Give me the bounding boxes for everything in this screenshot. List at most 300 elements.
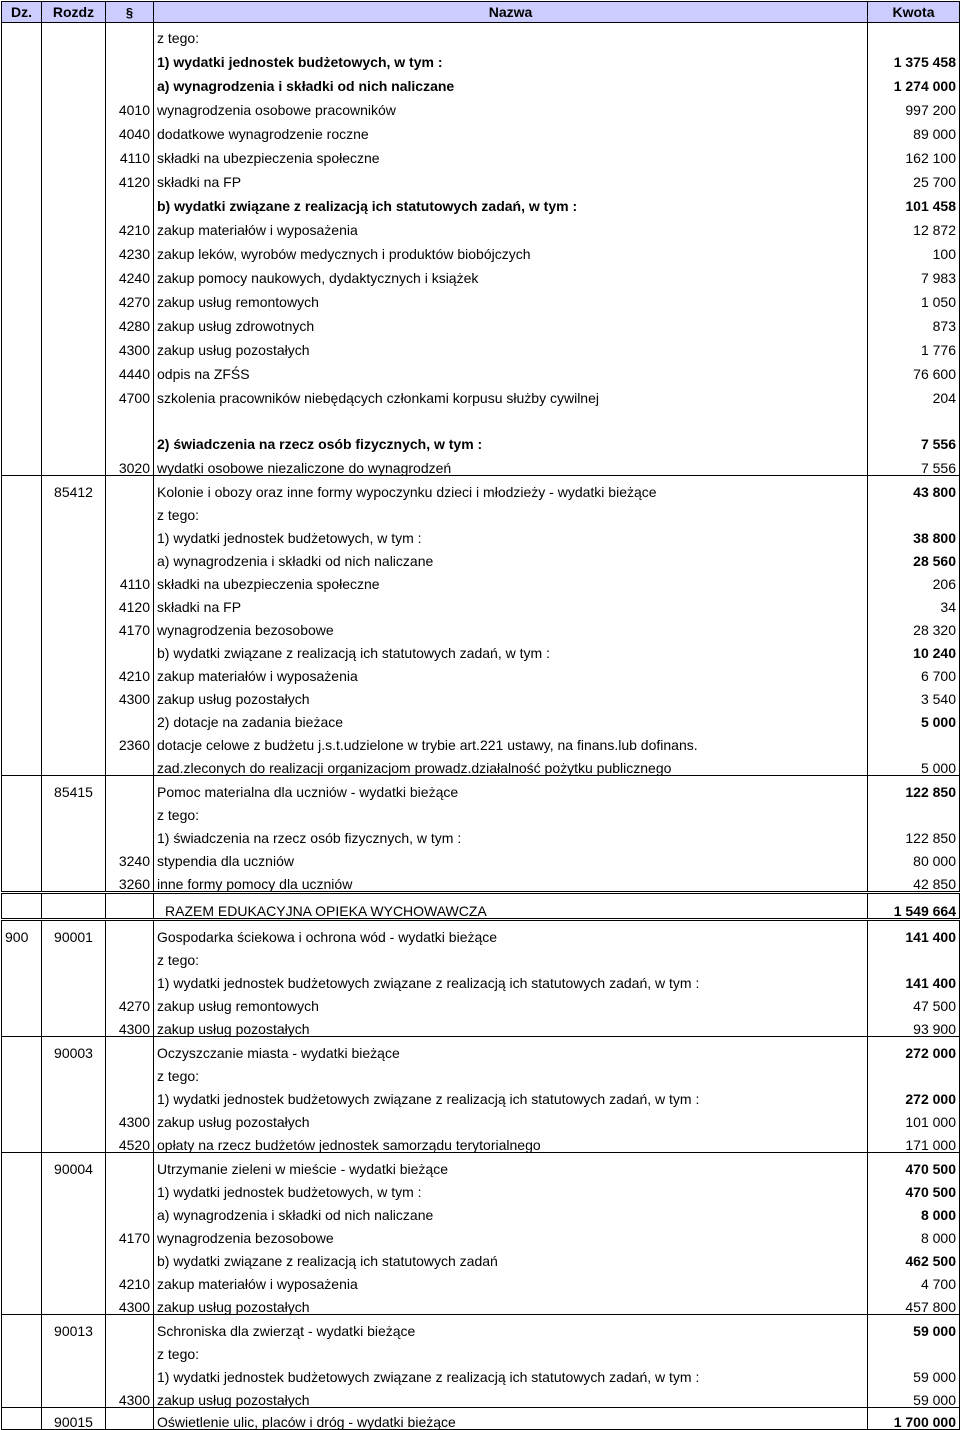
row-dz-cell: [2, 752, 42, 776]
row-amount-cell: 122 850: [868, 822, 960, 845]
row-paragraph-cell: 3240: [106, 845, 154, 868]
row-rozdz-cell: [42, 427, 106, 451]
row-name-cell: RAZEM EDUKACYJNA OPIEKA WYCHOWAWCZA: [154, 893, 868, 920]
row-amount-cell: [868, 944, 960, 967]
row-name-cell: 1) wydatki jednostek budżetowych związane z realizacją ich statutowych zadań, w tym :: [154, 1083, 868, 1106]
row-amount-cell: 38 800: [868, 522, 960, 545]
row-rozdz-cell: [42, 451, 106, 476]
row-name-cell: 2) dotacje na zadania bieżace: [154, 706, 868, 729]
row-paragraph-cell: 4270: [106, 285, 154, 309]
row-dz-cell: [2, 845, 42, 868]
row-paragraph-cell: 4300: [106, 1106, 154, 1129]
row-paragraph-cell: [106, 1176, 154, 1199]
table-row: [2, 1013, 960, 1037]
row-paragraph-cell: 4170: [106, 1222, 154, 1245]
row-paragraph-cell: [106, 189, 154, 213]
table-row: [2, 614, 960, 637]
row-dz-cell: [2, 706, 42, 729]
row-amount-cell: 34: [868, 591, 960, 614]
row-amount-cell: 59 000: [868, 1315, 960, 1339]
row-dz-cell: [2, 1268, 42, 1291]
row-rozdz-cell: [42, 405, 106, 427]
row-amount-cell: [868, 1060, 960, 1083]
row-dz-cell: [2, 309, 42, 333]
table-row: [2, 1222, 960, 1245]
header-rozdz: Rozdz: [42, 2, 106, 23]
row-dz-cell: [2, 967, 42, 990]
row-name-cell: z tego:: [154, 499, 868, 522]
row-name-cell: zakup pomocy naukowych, dydaktycznych i książek: [154, 261, 868, 285]
budget-expense-table: [1, 1, 960, 1430]
row-amount-cell: 141 400: [868, 967, 960, 990]
row-rozdz-cell: [42, 660, 106, 683]
row-paragraph-cell: 2360: [106, 729, 154, 752]
row-amount-cell: 204: [868, 381, 960, 405]
row-dz-cell: [2, 1384, 42, 1408]
row-dz-cell: [2, 189, 42, 213]
row-paragraph-cell: [106, 405, 154, 427]
row-paragraph-cell: [106, 776, 154, 800]
row-name-cell: a) wynagrodzenia i składki od nich naliczane: [154, 69, 868, 93]
table-row: [2, 237, 960, 261]
row-name-cell: 1) wydatki jednostek budżetowych, w tym :: [154, 45, 868, 69]
row-rozdz-cell: 90001: [42, 920, 106, 945]
row-name-cell: zakup usług remontowych: [154, 990, 868, 1013]
row-rozdz-cell: [42, 545, 106, 568]
row-name-cell: 1) wydatki jednostek budżetowych, w tym :: [154, 1176, 868, 1199]
row-rozdz-cell: [42, 1083, 106, 1106]
table-row: [2, 261, 960, 285]
row-rozdz-cell: 85415: [42, 776, 106, 800]
row-dz-cell: [2, 405, 42, 427]
budget-expense-table-sheet: [1, 1, 959, 1430]
row-rozdz-cell: [42, 1013, 106, 1037]
table-row: [2, 1315, 960, 1339]
table-row: [2, 1176, 960, 1199]
row-name-cell: [154, 405, 868, 427]
row-name-cell: zakup usług pozostałych: [154, 1106, 868, 1129]
row-paragraph-cell: [106, 522, 154, 545]
row-name-cell: wynagrodzenia bezosobowe: [154, 614, 868, 637]
row-rozdz-cell: 90004: [42, 1153, 106, 1177]
row-rozdz-cell: [42, 944, 106, 967]
row-amount-cell: 8 000: [868, 1199, 960, 1222]
row-dz-cell: [2, 944, 42, 967]
row-rozdz-cell: [42, 1129, 106, 1153]
row-paragraph-cell: [106, 1245, 154, 1268]
row-amount-cell: 43 800: [868, 476, 960, 500]
row-rozdz-cell: [42, 45, 106, 69]
row-name-cell: Utrzymanie zieleni w mieście - wydatki bieżące: [154, 1153, 868, 1177]
row-rozdz-cell: [42, 990, 106, 1013]
row-amount-cell: 206: [868, 568, 960, 591]
row-name-cell: Oczyszczanie miasta - wydatki bieżące: [154, 1037, 868, 1061]
row-dz-cell: [2, 1060, 42, 1083]
table-row: [2, 568, 960, 591]
row-name-cell: składki na FP: [154, 165, 868, 189]
table-row: [2, 427, 960, 451]
row-name-cell: zakup leków, wyrobów medycznych i produktów biobójczych: [154, 237, 868, 261]
row-amount-cell: 25 700: [868, 165, 960, 189]
row-name-cell: opłaty na rzecz budżetów jednostek samorządu terytorialnego: [154, 1129, 868, 1153]
row-name-cell: składki na FP: [154, 591, 868, 614]
row-paragraph-cell: [106, 45, 154, 69]
row-dz-cell: [2, 893, 42, 920]
row-amount-cell: 93 900: [868, 1013, 960, 1037]
row-rozdz-cell: [42, 117, 106, 141]
table-row: [2, 333, 960, 357]
table-header: [2, 2, 960, 23]
row-name-cell: zakup usług remontowych: [154, 285, 868, 309]
row-paragraph-cell: 4300: [106, 333, 154, 357]
row-paragraph-cell: [106, 893, 154, 920]
row-paragraph-cell: 4280: [106, 309, 154, 333]
row-paragraph-cell: [106, 499, 154, 522]
row-amount-cell: 59 000: [868, 1384, 960, 1408]
row-paragraph-cell: 4270: [106, 990, 154, 1013]
row-paragraph-cell: 4300: [106, 683, 154, 706]
table-row: [2, 822, 960, 845]
row-dz-cell: [2, 357, 42, 381]
row-dz-cell: [2, 614, 42, 637]
row-dz-cell: [2, 69, 42, 93]
row-amount-cell: 7 556: [868, 451, 960, 476]
row-name-cell: wynagrodzenia bezosobowe: [154, 1222, 868, 1245]
row-dz-cell: [2, 1222, 42, 1245]
row-paragraph-cell: 4120: [106, 165, 154, 189]
header-row: [2, 2, 960, 23]
row-dz-cell: [2, 522, 42, 545]
row-dz-cell: [2, 285, 42, 309]
row-rozdz-cell: [42, 381, 106, 405]
table-row: [2, 1268, 960, 1291]
row-rozdz-cell: [42, 69, 106, 93]
row-amount-cell: 272 000: [868, 1083, 960, 1106]
header-dz: Dz.: [2, 2, 42, 23]
row-amount-cell: 5 000: [868, 706, 960, 729]
table-row: [2, 1199, 960, 1222]
row-amount-cell: 122 850: [868, 776, 960, 800]
table-row: [2, 637, 960, 660]
row-amount-cell: 59 000: [868, 1361, 960, 1384]
row-amount-cell: 171 000: [868, 1129, 960, 1153]
row-name-cell: dotacje celowe z budżetu j.s.t.udzielone w trybie art.221 ustawy, na finans.lub dofinans.: [154, 729, 868, 752]
row-dz-cell: [2, 1245, 42, 1268]
table-row: [2, 729, 960, 752]
row-rozdz-cell: [42, 683, 106, 706]
row-amount-cell: 470 500: [868, 1176, 960, 1199]
row-rozdz-cell: [42, 237, 106, 261]
row-name-cell: a) wynagrodzenia i składki od nich naliczane: [154, 1199, 868, 1222]
row-rozdz-cell: [42, 1199, 106, 1222]
table-row: [2, 309, 960, 333]
row-rozdz-cell: [42, 1060, 106, 1083]
row-dz-cell: [2, 799, 42, 822]
table-row: [2, 141, 960, 165]
table-row: [2, 189, 960, 213]
row-rozdz-cell: 90015: [42, 1408, 106, 1430]
row-rozdz-cell: [42, 141, 106, 165]
row-name-cell: zakup usług zdrowotnych: [154, 309, 868, 333]
row-paragraph-cell: [106, 706, 154, 729]
row-amount-cell: 47 500: [868, 990, 960, 1013]
row-amount-cell: 1 375 458: [868, 45, 960, 69]
row-amount-cell: 1 776: [868, 333, 960, 357]
row-name-cell: wydatki osobowe niezaliczone do wynagrodzeń: [154, 451, 868, 476]
row-rozdz-cell: [42, 499, 106, 522]
table-row: [2, 990, 960, 1013]
row-paragraph-cell: [106, 637, 154, 660]
row-paragraph-cell: 4210: [106, 213, 154, 237]
row-amount-cell: 1 700 000: [868, 1408, 960, 1430]
row-name-cell: zakup materiałów i wyposażenia: [154, 213, 868, 237]
row-amount-cell: 8 000: [868, 1222, 960, 1245]
table-row: [2, 69, 960, 93]
row-rozdz-cell: [42, 591, 106, 614]
row-name-cell: z tego:: [154, 1060, 868, 1083]
table-row: [2, 1384, 960, 1408]
table-row: [2, 23, 960, 46]
table-row: [2, 920, 960, 945]
row-amount-cell: [868, 799, 960, 822]
row-paragraph-cell: [106, 545, 154, 568]
row-paragraph-cell: [106, 967, 154, 990]
row-dz-cell: [2, 381, 42, 405]
row-dz-cell: [2, 1361, 42, 1384]
row-rozdz-cell: [42, 1245, 106, 1268]
row-rozdz-cell: [42, 1222, 106, 1245]
table-row: [2, 499, 960, 522]
row-rozdz-cell: 85412: [42, 476, 106, 500]
row-dz-cell: 900: [2, 920, 42, 945]
row-rozdz-cell: [42, 261, 106, 285]
row-rozdz-cell: [42, 1268, 106, 1291]
table-row: [2, 591, 960, 614]
row-paragraph-cell: 4300: [106, 1013, 154, 1037]
row-name-cell: 1) wydatki jednostek budżetowych związane z realizacją ich statutowych zadań, w tym :: [154, 1361, 868, 1384]
row-rozdz-cell: [42, 568, 106, 591]
row-amount-cell: 873: [868, 309, 960, 333]
row-paragraph-cell: 4210: [106, 660, 154, 683]
row-amount-cell: 76 600: [868, 357, 960, 381]
row-name-cell: b) wydatki związane z realizacją ich statutowych zadań, w tym :: [154, 189, 868, 213]
row-dz-cell: [2, 261, 42, 285]
row-dz-cell: [2, 729, 42, 752]
table-row: [2, 165, 960, 189]
table-row: [2, 476, 960, 500]
row-rozdz-cell: [42, 165, 106, 189]
header-kwota: Kwota: [868, 2, 960, 23]
row-dz-cell: [2, 1129, 42, 1153]
row-paragraph-cell: 4230: [106, 237, 154, 261]
table-row: [2, 752, 960, 776]
row-rozdz-cell: [42, 1291, 106, 1315]
row-rozdz-cell: [42, 614, 106, 637]
table-row: [2, 285, 960, 309]
row-rozdz-cell: [42, 637, 106, 660]
row-name-cell: szkolenia pracowników niebędących członkami korpusu służby cywilnej: [154, 381, 868, 405]
row-name-cell: inne formy pomocy dla uczniów: [154, 868, 868, 893]
row-dz-cell: [2, 660, 42, 683]
row-paragraph-cell: 3260: [106, 868, 154, 893]
row-name-cell: Pomoc materialna dla uczniów - wydatki bieżące: [154, 776, 868, 800]
row-rozdz-cell: [42, 1361, 106, 1384]
row-name-cell: z tego:: [154, 944, 868, 967]
row-dz-cell: [2, 990, 42, 1013]
row-dz-cell: [2, 1153, 42, 1177]
row-paragraph-cell: 4210: [106, 1268, 154, 1291]
table-row: [2, 799, 960, 822]
row-paragraph-cell: 4040: [106, 117, 154, 141]
row-rozdz-cell: [42, 1338, 106, 1361]
row-dz-cell: [2, 1199, 42, 1222]
row-dz-cell: [2, 1408, 42, 1430]
row-rozdz-cell: [42, 1384, 106, 1408]
table-row: [2, 1408, 960, 1430]
row-name-cell: 1) świadczenia na rzecz osób fizycznych, w tym :: [154, 822, 868, 845]
table-row: [2, 1129, 960, 1153]
row-rozdz-cell: [42, 706, 106, 729]
table-row: [2, 683, 960, 706]
table-row: [2, 845, 960, 868]
row-paragraph-cell: [106, 427, 154, 451]
row-paragraph-cell: [106, 23, 154, 46]
table-row: [2, 706, 960, 729]
row-name-cell: stypendia dla uczniów: [154, 845, 868, 868]
row-amount-cell: 1 050: [868, 285, 960, 309]
row-amount-cell: [868, 1338, 960, 1361]
table-row: [2, 357, 960, 381]
table-row: [2, 776, 960, 800]
table-row: [2, 93, 960, 117]
row-dz-cell: [2, 427, 42, 451]
row-name-cell: z tego:: [154, 23, 868, 46]
row-amount-cell: 4 700: [868, 1268, 960, 1291]
row-dz-cell: [2, 591, 42, 614]
row-amount-cell: 6 700: [868, 660, 960, 683]
row-dz-cell: [2, 545, 42, 568]
row-paragraph-cell: [106, 1153, 154, 1177]
row-rozdz-cell: [42, 522, 106, 545]
row-dz-cell: [2, 499, 42, 522]
row-name-cell: zakup usług pozostałych: [154, 683, 868, 706]
row-dz-cell: [2, 333, 42, 357]
row-name-cell: Gospodarka ściekowa i ochrona wód - wydatki bieżące: [154, 920, 868, 945]
row-paragraph-cell: 4110: [106, 568, 154, 591]
row-name-cell: b) wydatki związane z realizacją ich statutowych zadań: [154, 1245, 868, 1268]
row-paragraph-cell: [106, 944, 154, 967]
row-paragraph-cell: [106, 1361, 154, 1384]
row-dz-cell: [2, 451, 42, 476]
row-rozdz-cell: [42, 893, 106, 920]
row-paragraph-cell: [106, 799, 154, 822]
row-rozdz-cell: [42, 93, 106, 117]
row-amount-cell: [868, 729, 960, 752]
row-name-cell: Schroniska dla zwierząt - wydatki bieżące: [154, 1315, 868, 1339]
table-row: [2, 117, 960, 141]
row-dz-cell: [2, 1338, 42, 1361]
row-amount-cell: 7 556: [868, 427, 960, 451]
header-nazwa: Nazwa: [154, 2, 868, 23]
row-rozdz-cell: [42, 752, 106, 776]
row-rozdz-cell: 90013: [42, 1315, 106, 1339]
row-amount-cell: 457 800: [868, 1291, 960, 1315]
row-paragraph-cell: 4300: [106, 1384, 154, 1408]
row-amount-cell: 3 540: [868, 683, 960, 706]
row-amount-cell: 89 000: [868, 117, 960, 141]
table-row: [2, 1245, 960, 1268]
row-amount-cell: 1 274 000: [868, 69, 960, 93]
row-dz-cell: [2, 1315, 42, 1339]
row-name-cell: Oświetlenie ulic, placów i dróg - wydatki bieżące: [154, 1408, 868, 1430]
row-dz-cell: [2, 117, 42, 141]
row-paragraph-cell: 4170: [106, 614, 154, 637]
table-row: [2, 545, 960, 568]
table-row: [2, 1083, 960, 1106]
row-name-cell: Kolonie i obozy oraz inne formy wypoczynku dzieci i młodzieży - wydatki bieżące: [154, 476, 868, 500]
row-amount-cell: 101 000: [868, 1106, 960, 1129]
row-paragraph-cell: [106, 1037, 154, 1061]
row-dz-cell: [2, 1291, 42, 1315]
table-row: [2, 451, 960, 476]
row-dz-cell: [2, 1013, 42, 1037]
row-dz-cell: [2, 683, 42, 706]
table-row: [2, 1060, 960, 1083]
paragraph-symbol-icon: §: [125, 4, 134, 20]
table-row: [2, 1361, 960, 1384]
row-name-cell: z tego:: [154, 799, 868, 822]
row-name-cell: wynagrodzenia osobowe pracowników: [154, 93, 868, 117]
row-paragraph-cell: 3020: [106, 451, 154, 476]
row-paragraph-cell: 4300: [106, 1291, 154, 1315]
row-name-cell: zakup usług pozostałych: [154, 1291, 868, 1315]
row-amount-cell: 28 320: [868, 614, 960, 637]
row-paragraph-cell: 4110: [106, 141, 154, 165]
row-dz-cell: [2, 237, 42, 261]
row-rozdz-cell: [42, 357, 106, 381]
table-row: [2, 967, 960, 990]
row-amount-cell: [868, 405, 960, 427]
row-paragraph-cell: 4700: [106, 381, 154, 405]
row-dz-cell: [2, 476, 42, 500]
row-name-cell: odpis na ZFŚS: [154, 357, 868, 381]
row-name-cell: 2) świadczenia na rzecz osób fizycznych, w tym :: [154, 427, 868, 451]
row-amount-cell: 28 560: [868, 545, 960, 568]
row-paragraph-cell: 4120: [106, 591, 154, 614]
row-name-cell: składki na ubezpieczenia społeczne: [154, 568, 868, 591]
row-name-cell: b) wydatki związane z realizacją ich statutowych zadań, w tym :: [154, 637, 868, 660]
row-paragraph-cell: [106, 752, 154, 776]
row-amount-cell: 1 549 664: [868, 893, 960, 920]
row-dz-cell: [2, 213, 42, 237]
row-amount-cell: 470 500: [868, 1153, 960, 1177]
row-paragraph-cell: [106, 1315, 154, 1339]
row-name-cell: 1) wydatki jednostek budżetowych związane z realizacją ich statutowych zadań, w tym :: [154, 967, 868, 990]
row-name-cell: zakup materiałów i wyposażenia: [154, 660, 868, 683]
row-amount-cell: [868, 499, 960, 522]
row-amount-cell: 7 983: [868, 261, 960, 285]
row-rozdz-cell: 90003: [42, 1037, 106, 1061]
row-dz-cell: [2, 141, 42, 165]
row-dz-cell: [2, 776, 42, 800]
row-amount-cell: 12 872: [868, 213, 960, 237]
row-rozdz-cell: [42, 868, 106, 893]
row-name-cell: 1) wydatki jednostek budżetowych, w tym :: [154, 522, 868, 545]
table-row: [2, 45, 960, 69]
row-rozdz-cell: [42, 189, 106, 213]
table-row: [2, 1291, 960, 1315]
table-row: [2, 1153, 960, 1177]
